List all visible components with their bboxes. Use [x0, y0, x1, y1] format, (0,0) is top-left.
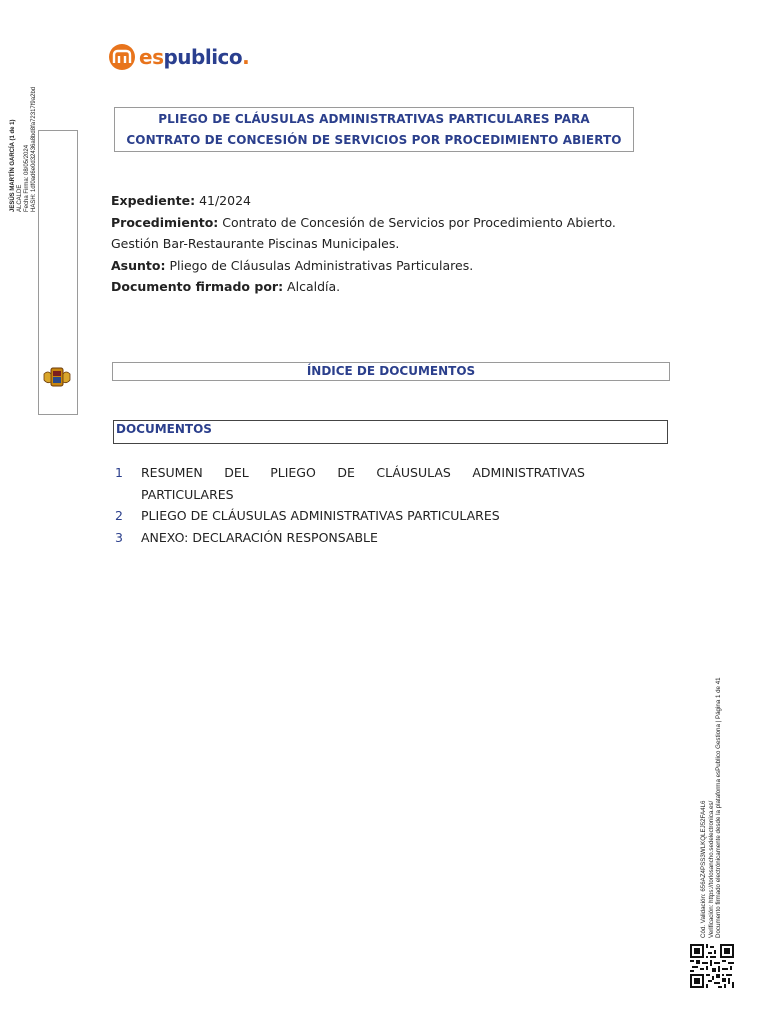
- list-item[interactable]: [115, 505, 585, 527]
- document-title-line-2: CONTRATO DE CONCESIÓN DE SERVICIOS POR PROCEDIMIENTO ABIERTO: [126, 132, 622, 147]
- procedimiento-row: Procedimiento: Contrato de Concesión de Servicios por Procedimiento Abierto.: [111, 214, 616, 230]
- signature-date: Fecha Firma: 08/05/2024: [24, 144, 30, 212]
- espublico-wordmark: espublico.: [139, 45, 250, 69]
- signer-name: JESÚS MARTÍN GARCÍA (1 de 1): [10, 119, 16, 212]
- signature-hash: HASH: 1df0ad6e0d32436a8bd8fa72317f9a2bd: [31, 86, 37, 212]
- list-item-text: RESUMEN DEL PLIEGO DE CLÁUSULAS ADMINISTRATIVAS: [141, 465, 585, 480]
- qr-code-icon[interactable]: [690, 944, 734, 988]
- documents-list: [115, 462, 585, 548]
- validation-code: Cód. Validación: 656AZ4PSS3WLKQLEJ52FA4L6: [700, 800, 707, 938]
- gestion-row: Gestión Bar-Restaurante Piscinas Municipales.: [111, 236, 400, 251]
- document-title-box: [114, 107, 634, 152]
- signer-role: ALCALDE: [17, 184, 23, 212]
- documents-heading-box: [113, 420, 668, 444]
- documents-heading: DOCUMENTOS: [116, 422, 212, 436]
- electronic-signature-note: Documento firmado electrónicamente desde la plataforma esPublico Gestiona | Página 1 de 41: [715, 677, 722, 938]
- list-item[interactable]: [115, 527, 585, 549]
- list-item[interactable]: [115, 462, 585, 505]
- list-item-number: 3: [115, 529, 123, 545]
- list-item-text: ANEXO: DECLARACIÓN RESPONSABLE: [141, 529, 378, 545]
- verification-text: [700, 628, 723, 938]
- list-item-text: PLIEGO DE CLÁUSULAS ADMINISTRATIVAS PARTICULARES: [141, 508, 500, 523]
- firmado-row: Documento firmado por: Alcaldía.: [111, 279, 341, 294]
- list-item-number: 1: [115, 465, 123, 480]
- document-title-line-1: PLIEGO DE CLÁUSULAS ADMINISTRATIVAS PARTICULARES PARA: [158, 111, 590, 126]
- espublico-logo: [108, 42, 249, 72]
- asunto-row: Asunto: Pliego de Cláusulas Administrativas Particulares.: [111, 257, 474, 273]
- signature-text: [10, 22, 38, 212]
- verification-url[interactable]: Verificación: https://torlosancho.sedelectronica.es/: [707, 800, 715, 938]
- list-item-text-continued: PARTICULARES: [141, 486, 234, 502]
- list-item-number: 2: [115, 508, 123, 523]
- file-metadata: [111, 190, 616, 298]
- municipal-crest-icon: [42, 366, 72, 388]
- espublico-logo-icon: [108, 43, 136, 71]
- index-heading: ÍNDICE DE DOCUMENTOS: [112, 362, 670, 381]
- expediente-row: Expediente: 41/2024: [111, 193, 251, 208]
